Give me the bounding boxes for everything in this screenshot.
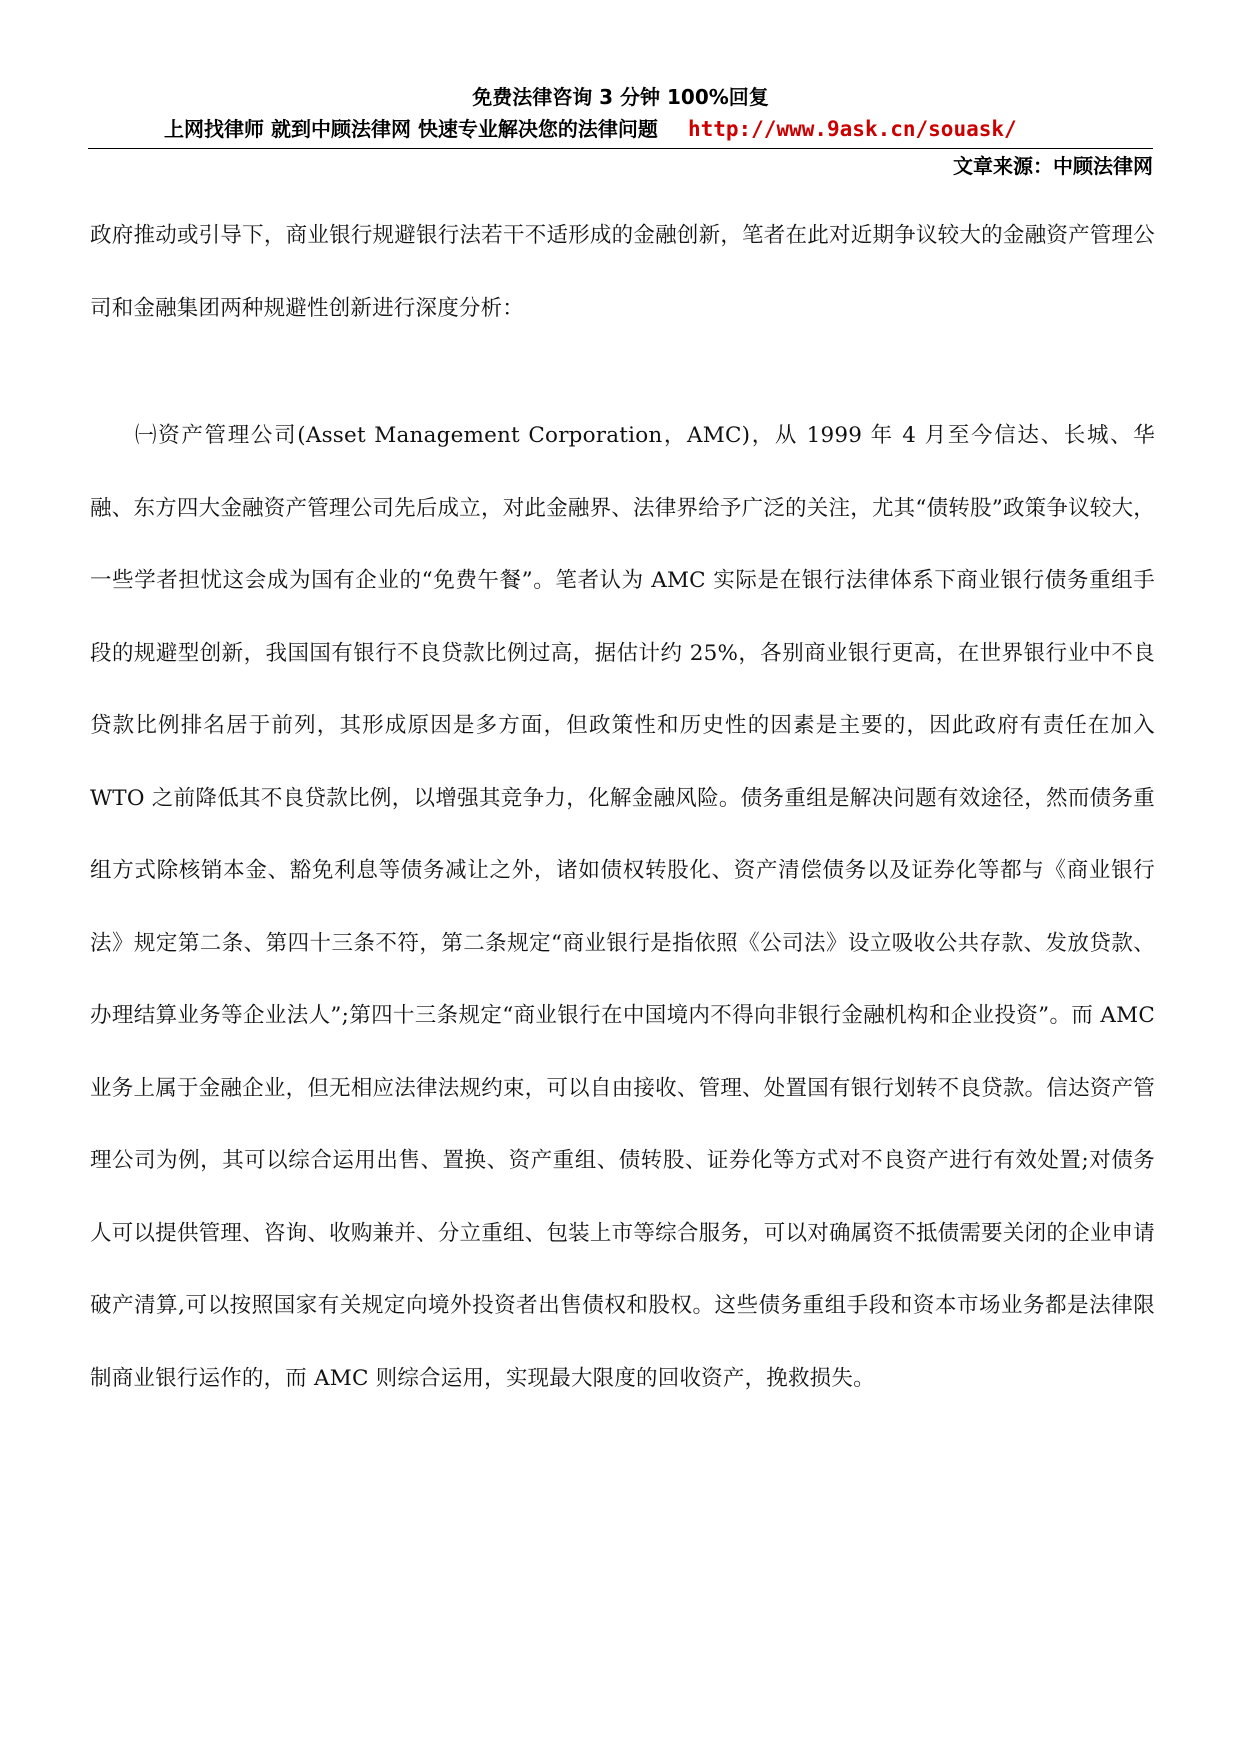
- article-source: 文章来源：中顾法律网: [953, 154, 1153, 178]
- page-header: [0, 84, 1241, 141]
- header-tagline-row: [164, 116, 1017, 142]
- header-divider: [88, 148, 1153, 149]
- header-title: 免费法律咨询 3 分钟 100%回复: [472, 85, 769, 109]
- body-paragraph-1: 政府推动或引导下，商业银行规避银行法若干不适形成的金融创新，笔者在此对近期争议较大的金融资产管理公司和金融集团两种规避性创新进行深度分析：: [90, 223, 1155, 321]
- paragraph-spacer: [90, 345, 1155, 400]
- body-paragraph-2: ㈠资产管理公司(Asset Management Corporation，AMC)，从 1999 年 4 月至今信达、长城、华融、东方四大金融资产管理公司先后成立，对此金融界、法律界给予广泛的关注，尤其“债转股”政策争议较大，一些学者担忧这会成为国有企业的“免费午餐”。笔者认为 AMC 实际是在银行法律体系下商业银行债务重组手段的规避型创新，我国国有银行不良贷款比例过高，据估计约 25%，各别商业银行更高，在世界银行业中不良贷款比例排名居于前列，其形成原因是多方面，但政策性和历史性的因素是主要的，因此政府有责任在加入 WTO 之前降低其不良贷款比例，以增强其竞争力，化解金融风险。债务重组是解决问题有效途径，然而债务重组方式除核销本金、豁免利息等债务减让之外，诸如债权转股化、资产清偿债务以及证券化等都与《商业银行法》规定第二条、第四十三条不符，第二条规定“商业银行是指依照《公司法》设立吸收公共存款、发放贷款、办理结算业务等企业法人”;第四十三条规定“商业银行在中国境内不得向非银行金融机构和企业投资”。而 AMC 业务上属于金融企业，但无相应法律法规约束，可以自由接收、管理、处置国有银行划转不良贷款。信达资产管理公司为例，其可以综合运用出售、置换、资产重组、债转股、证券化等方式对不良资产进行有效处置;对债务人可以提供管理、咨询、收购兼并、分立重组、包装上市等综合服务，可以对确属资不抵债需要关闭的企业申请破产清算,可以按照国家有关规定向境外投资者出售债权和股权。这些债务重组手段和资本市场业务都是法律限制商业银行运作的，而 AMC 则综合运用，实现最大限度的回收资产，挽救损失。: [90, 423, 1155, 1391]
- header-url-link[interactable]: http://www.9ask.cn/souask/: [687, 117, 1017, 141]
- header-tagline: 上网找律师 就到中顾法律网 快速专业解决您的法律问题: [164, 117, 658, 141]
- document-body: [90, 200, 1155, 1415]
